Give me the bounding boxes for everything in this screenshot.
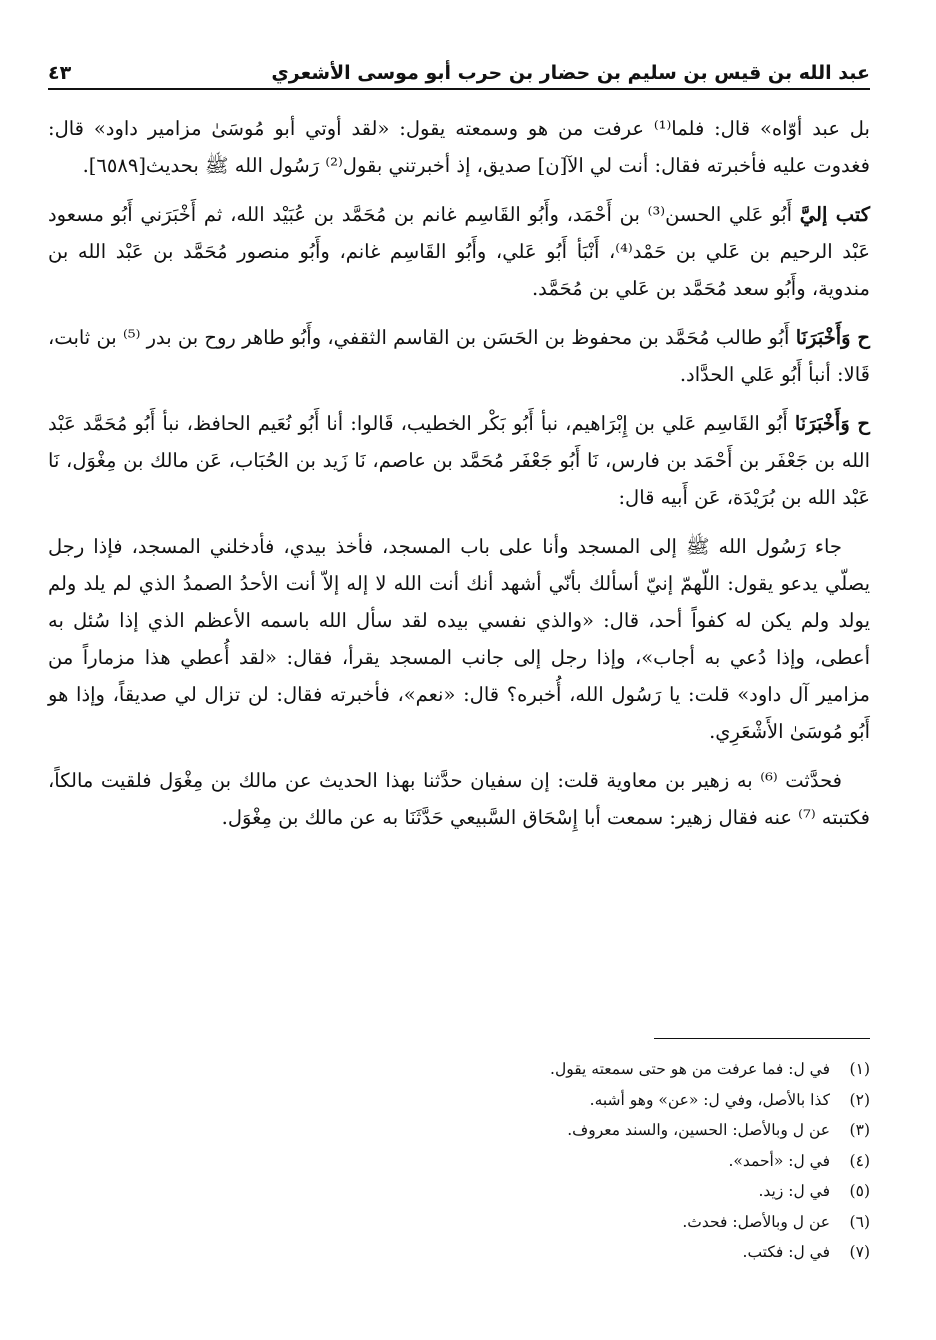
footnote-number: (٢) (849, 1090, 870, 1109)
footnote-text: في ل: فكتب. (742, 1243, 830, 1261)
footnote-divider (654, 1038, 870, 1039)
footnote-text: في ل: زيد. (758, 1182, 830, 1200)
footnote-text: في ل: فما عرفت من هو حتى سمعته يقول. (550, 1060, 830, 1078)
footnote-number: (٣) (849, 1121, 870, 1139)
footnote-number: (٦) (849, 1212, 870, 1231)
footnote-number: (٥) (849, 1182, 870, 1200)
footnote-text: كذا بالأصل، وفي ل: «عن» وهو أشبه. (589, 1090, 830, 1109)
paragraph (48, 405, 870, 516)
page-number: ٤٣ (48, 62, 72, 84)
paragraph-lead: ح وَأَخْبَرَنَا (794, 412, 870, 435)
footnote (48, 1054, 870, 1085)
paragraph (48, 110, 870, 184)
footnote-number: (٧) (849, 1243, 870, 1261)
paragraph (48, 528, 870, 750)
paragraph-lead: ح وَأَخْبَرَنَا (795, 326, 870, 349)
footnote (48, 1207, 870, 1238)
paragraph-text: فحدَّثت ⁽⁶⁾ به زهير بن معاوية قلت: إن سفيان حدَّثنا بهذا الحديث عن مالك بن مِغْوَل فلقيت مالكاً، فكتبته ⁽⁷⁾ عنه فقال زهير: سمعت أبا إِسْحَاق السَّبيعي حَدَّثَنَا به عن مالك بن مِغْوَل. (48, 769, 870, 829)
paragraph (48, 762, 870, 836)
footnote-text: عن ل وبالأصل: الحسين، والسند معروف. (567, 1121, 830, 1139)
footnote (48, 1115, 870, 1146)
footnote-text: في ل: «أحمد». (728, 1151, 830, 1170)
paragraph-text: أَبُو عَلي الحسن⁽³⁾ بن أَحْمَد، وأَبُو القَاسِم غانم بن مُحَمَّد بن عُبَيْد الله، ثم أَخْبَرَني أَبُو مسعود عَبْد الرحيم بن عَلي بن حَمْد⁽⁴⁾، أَنْبَأ أَبُو عَلي، وأَبُو القَاسِم غانم، وأَبُو منصور مُحَمَّد بن عَبْد الله بن مندوية، وأَبُو سعد مُحَمَّد بن عَلي بن مُحَمَّد. (48, 203, 871, 300)
book-page (48, 50, 870, 1320)
paragraph-text: بل عبد أوّاه» قال: فلما⁽¹⁾ عرفت من هو وسمعته يقول: «لقد أوتي أبو مُوسَىٰ مزامير داود» قال: فغدوت عليه فأخبرته فقال: أنت لي الآ[ن] صديق، إذ أخبرتني بقول⁽²⁾ رَسُول الله ﷺ بحديث[٦٥٨٩]. (48, 117, 870, 177)
paragraph (48, 196, 870, 307)
footnote (48, 1146, 870, 1177)
footnote-text: عن ل وبالأصل: فحدث. (682, 1212, 830, 1231)
paragraph-text: أَبُو طالب مُحَمَّد بن محفوظ بن الحَسَن بن القاسم الثقفي، وأَبُو طاهر روح بن بدر ⁽⁵⁾ بن ثابت، قَالا: أنبأ أَبُو عَلي الحدَّاد. (48, 326, 870, 386)
footnote-number: (٤) (849, 1151, 870, 1170)
footnote (48, 1237, 870, 1268)
paragraph-lead: كتب إليَّ (799, 203, 871, 226)
paragraph-text: أَبُو القَاسِم عَلي بن إِبْرَاهيم، نبأ أَبُو بَكْر الخطيب، قَالوا: أنا أَبُو نُعَيم الحافظ، نبأ أَبُو مُحَمَّد عَبْد الله بن جَعْفَر بن أَحْمَد بن فارس، نَا أَبُو جَعْفَر مُحَمَّد بن عاصم، نَا زَيد بن الحُبَاب، عَن مالك بن مِغْوَل، نَا عَبْد الله بن بُرَيْدَة، عَن أَبيه قال: (48, 412, 870, 509)
paragraph (48, 319, 870, 393)
footnote (48, 1085, 870, 1116)
footnote-number: (١) (849, 1060, 870, 1078)
paragraph-text: جاء رَسُول الله ﷺ إلى المسجد وأنا على باب المسجد، فأخذ بيدي، فأدخلني المسجد، فإذا رجل يصلّي يدعو يقول: اللّهمّ إنيّ أسألك بأنّي أشهد أنك أنت الله لا إله إلاّ أنت الأحدُ الصمدُ الذي لم يلد ولم يولد ولم يكن له كفواً أحد، قال: «والذي نفسي بيده لقد سأل الله باسمه الأعظم الذي إذا سُئل به أعطى، وإذا دُعي به أجاب»، وإذا رجل إلى جانب المسجد يقرأ، فقال: «لقد أُعطي هذا مزماراً من مزامير آل داود» قلت: يا رَسُول الله، أُخبره؟ قال: «نعم»، فأخبرته فقال: لن تزال لي صديقاً، وإذا هو أَبُو مُوسَىٰ الأَشْعَرِي. (48, 535, 870, 743)
running-title: عبد الله بن قيس بن سليم بن حضار بن حرب أبو موسى الأشعري (271, 62, 870, 84)
footnote (48, 1176, 870, 1207)
main-text (48, 110, 870, 836)
page-header (48, 50, 870, 90)
footnotes (48, 1054, 870, 1268)
